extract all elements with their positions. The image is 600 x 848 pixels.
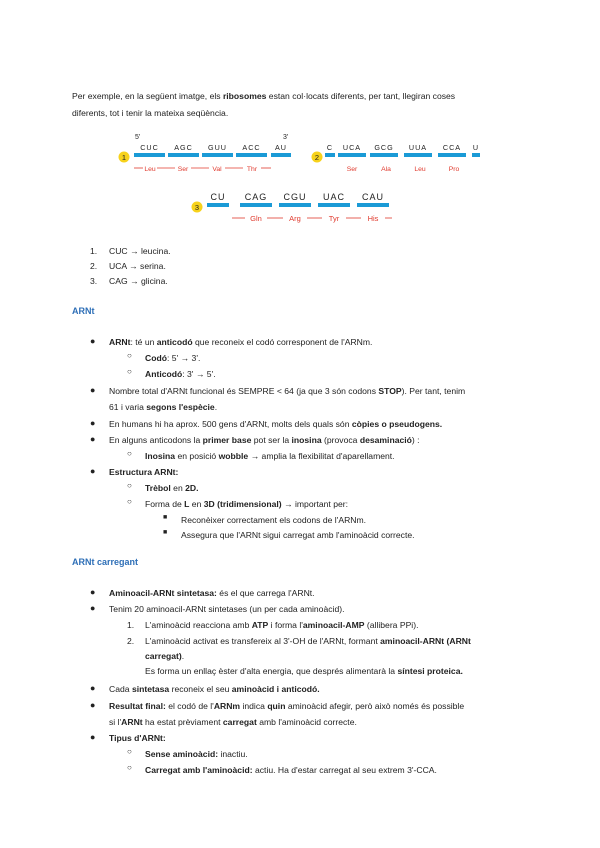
step-number-label: 3 <box>194 203 200 212</box>
circle-bullet-icon: ○ <box>127 497 132 506</box>
codon-bar <box>202 153 233 157</box>
bullet-icon: ● <box>90 603 96 613</box>
list-item: 2. UCA → serina. <box>90 261 166 271</box>
codon-label: CUC <box>140 143 159 152</box>
intro-paragraph <box>72 88 530 122</box>
codon-bar <box>279 203 311 207</box>
amino-acid-label: Leu <box>414 166 426 173</box>
amino-acid-label: Ser <box>346 166 358 173</box>
codon-bar <box>325 153 335 157</box>
bullet-icon: ● <box>90 434 96 444</box>
list-item: 1. CUC → leucina. <box>90 246 171 256</box>
list-item: Cada sintetasa reconeix el seu aminoàcid i anticodó. <box>109 684 320 694</box>
amino-acid-label: Thr <box>246 166 258 173</box>
list-item: Sense aminoàcid: inactiu. <box>145 749 248 759</box>
list-item-continuation: si l'ARNt ha estat prèviament carregat amb l'aminoàcid correcte. <box>109 717 357 727</box>
numbered-item: 1. L'aminoàcid reacciona amb ATP i forma l'aminoacil-AMP (allibera PPi). <box>127 620 419 630</box>
circle-bullet-icon: ○ <box>127 747 132 756</box>
ribosome-reading-figure <box>0 128 600 228</box>
amino-acid-label: Arg <box>289 214 301 223</box>
bullet-icon: ● <box>90 418 96 428</box>
circle-bullet-icon: ○ <box>127 449 132 458</box>
codon-bar <box>207 203 229 207</box>
list-item: Aminoacil-ARNt sintetasa: és el que carrega l'ARNt. <box>109 588 315 598</box>
codon-label: CGU <box>283 192 307 202</box>
square-bullet-icon: ■ <box>163 514 168 521</box>
codon-bar <box>318 203 350 207</box>
list-item: En alguns anticodons la primer base pot ser la inosina (provoca desaminació) : <box>109 435 420 445</box>
codon-bar <box>168 153 199 157</box>
codon-label: ACC <box>242 143 261 152</box>
figure-row-3 <box>192 192 393 223</box>
amino-acid-label: Gln <box>250 214 262 223</box>
list-item: Trèbol en 2D. <box>145 483 199 493</box>
bullet-icon: ● <box>90 587 96 597</box>
codon-bar <box>271 153 291 157</box>
list-item: Estructura ARNt: <box>109 467 179 477</box>
codon-label: C <box>326 143 334 152</box>
codon-bar <box>370 153 398 157</box>
list-item: Tenim 20 aminoacil-ARNt sintetases (un per cada aminoàcid). <box>109 604 345 614</box>
codon-bar <box>404 153 432 157</box>
figure-row-1 <box>119 143 292 173</box>
amino-acid-label: Ser <box>177 166 189 173</box>
circle-bullet-icon: ○ <box>127 351 132 360</box>
codon-bar <box>472 153 480 157</box>
intro-text: diferents, tot i tenir la mateixa seqüència. <box>72 108 229 118</box>
section-heading-arnt: ARNt <box>72 306 95 316</box>
codon-label: CCA <box>442 143 462 152</box>
list-item: Nombre total d'ARNt funcional és SEMPRE < 64 (ja que 3 són codons STOP). Per tant, tenim <box>109 386 466 396</box>
codon-label: GCG <box>374 143 394 152</box>
codon-bar <box>338 153 366 157</box>
codon-label: AGC <box>174 143 193 152</box>
step-number-label: 1 <box>121 153 127 162</box>
amino-acid-label: Tyr <box>328 214 340 223</box>
list-item: Resultat final: el codó de l'ARNm indica quin aminoàcid afegir, però això només és possible <box>109 701 465 711</box>
codon-label: UAC <box>322 192 346 202</box>
list-item: Tipus d'ARNt: <box>109 733 166 743</box>
amino-acid-label: Leu <box>144 166 156 173</box>
list-item: Anticodó: 3' → 5'. <box>145 369 216 379</box>
circle-bullet-icon: ○ <box>127 367 132 376</box>
list-item: Carregat amb l'aminoàcid: actiu. Ha d'estar carregat al seu extrem 3'-CCA. <box>145 765 437 775</box>
list-item: ARNt: té un anticodó que reconeix el codó corresponent de l'ARNm. <box>109 337 373 347</box>
codon-label: CAG <box>244 192 268 202</box>
amino-acid-label: Pro <box>448 166 460 173</box>
square-bullet-icon: ■ <box>163 529 168 536</box>
intro-bold: ribosomes <box>222 91 267 101</box>
step-number-label: 2 <box>314 153 320 162</box>
amino-acid-label: Ala <box>381 166 391 173</box>
list-item: 3. CAG → glicina. <box>90 276 168 286</box>
figure-row-2 <box>312 143 481 173</box>
list-item: Assegura que l'ARNt sigui carregat amb l'aminoàcid correcte. <box>181 530 415 540</box>
codon-bar <box>134 153 165 157</box>
bullet-icon: ● <box>90 466 96 476</box>
bullet-icon: ● <box>90 336 96 346</box>
list-item: Inosina en posició wobble → amplia la flexibilitat d'aparellament. <box>145 451 395 461</box>
numbered-item: 2. L'aminoàcid activat es transfereix al 3'-OH de l'ARNt, formant aminoacil-ARNt (ARNt <box>127 636 471 646</box>
list-item-continuation: 61 i varia segons l'espècie. <box>109 402 218 412</box>
amino-acid-label: Val <box>212 166 222 173</box>
codon-label: AU <box>275 143 287 152</box>
circle-bullet-icon: ○ <box>127 763 132 772</box>
list-item: En humans hi ha aprox. 500 gens d'ARNt, molts dels quals són còpies o pseudogens. <box>109 419 443 429</box>
bullet-icon: ● <box>90 683 96 693</box>
intro-text: estan col·locats diferents, per tant, llegiran coses <box>266 91 456 101</box>
codon-bar <box>240 203 272 207</box>
codon-bar <box>438 153 466 157</box>
circle-bullet-icon: ○ <box>127 481 132 490</box>
codon-label: U <box>472 143 480 152</box>
codon-label: UCA <box>342 143 362 152</box>
codon-bar <box>357 203 389 207</box>
numbered-item-continuation: Es forma un enllaç èster d'alta energia, que després alimentarà la síntesi proteica. <box>145 666 463 676</box>
numbered-item-continuation: carregat). <box>145 651 185 661</box>
five-prime-label: 5' <box>135 134 141 141</box>
codon-bar <box>236 153 267 157</box>
three-prime-label: 3' <box>283 134 289 141</box>
amino-acid-label: His <box>367 214 379 223</box>
list-item: Reconèixer correctament els codons de l'ARNm. <box>181 515 367 525</box>
codon-label: CAU <box>361 192 385 202</box>
bullet-icon: ● <box>90 385 96 395</box>
codon-label: UUA <box>408 143 428 152</box>
codon-label: GUU <box>208 143 227 152</box>
list-item: Forma de L en 3D (tridimensional) → important per: <box>145 499 348 509</box>
section-heading-arnt-carregant: ARNt carregant <box>72 557 139 567</box>
bullet-icon: ● <box>90 700 96 710</box>
codon-label: CU <box>210 192 226 202</box>
list-item: Codó: 5' → 3'. <box>145 353 201 363</box>
bullet-icon: ● <box>90 732 96 742</box>
intro-text: Per exemple, en la següent imatge, els <box>72 91 223 101</box>
